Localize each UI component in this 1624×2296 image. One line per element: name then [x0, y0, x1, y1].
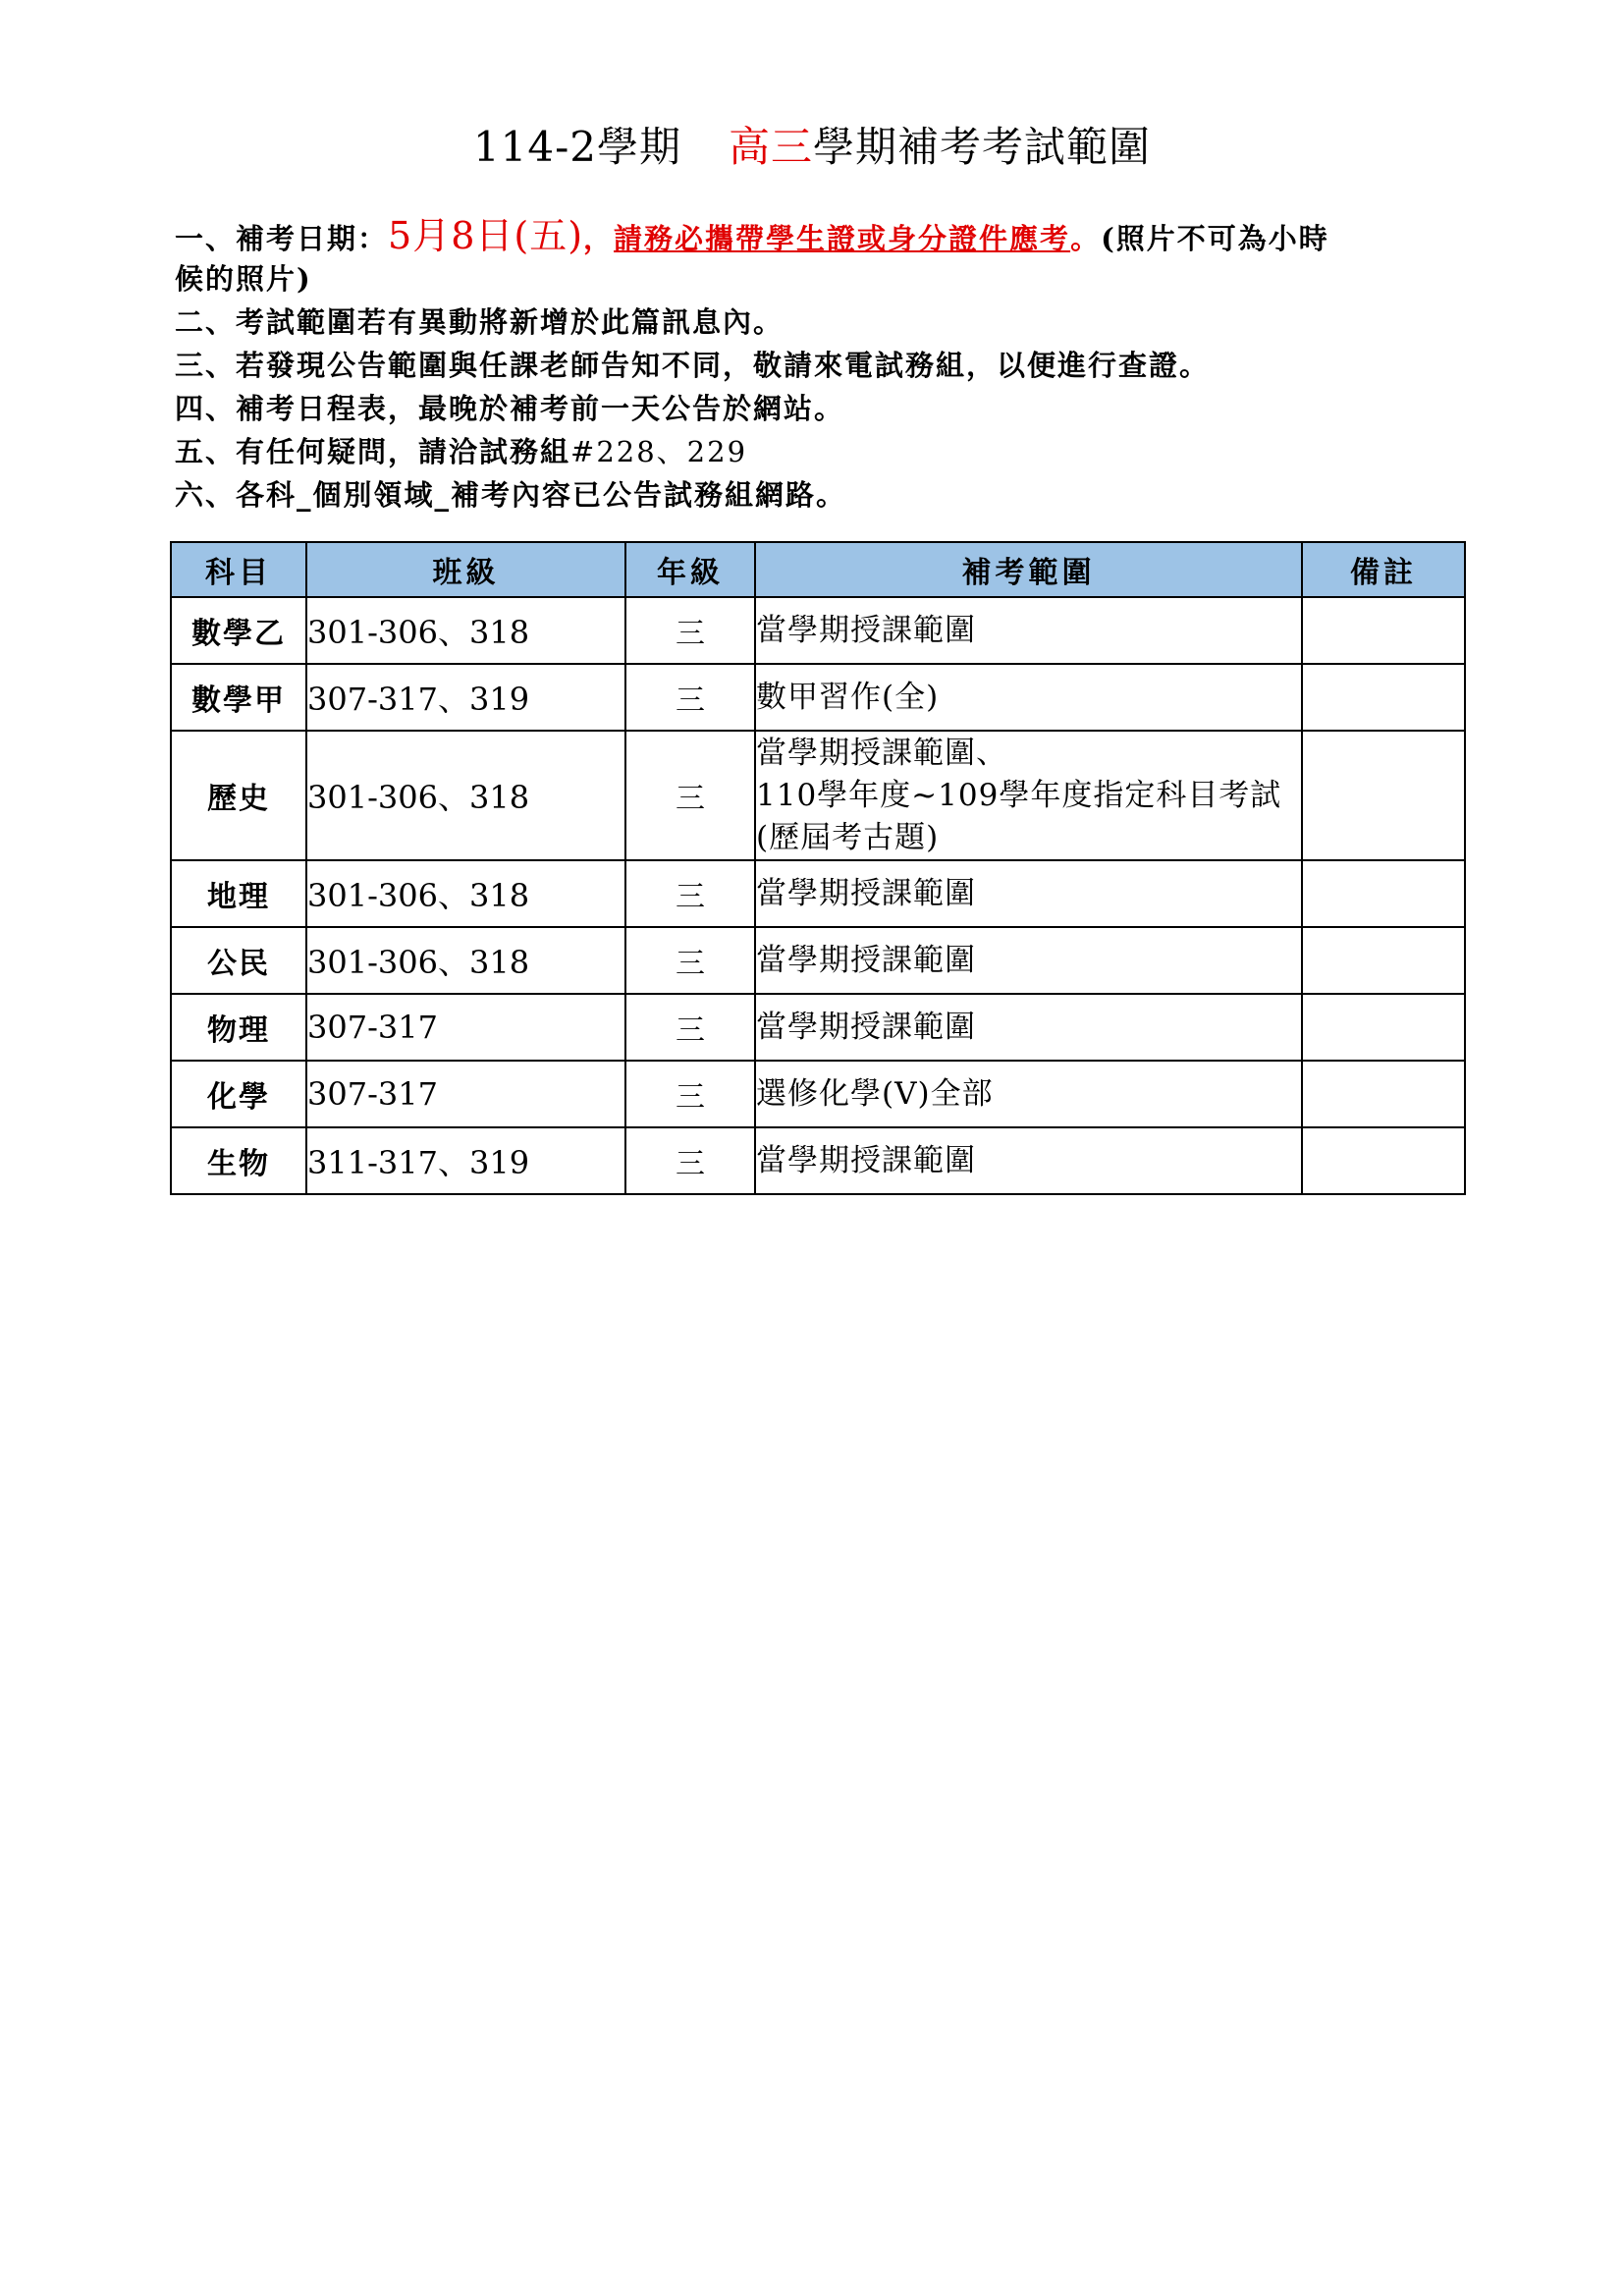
table-row	[171, 597, 1465, 664]
cell-subject: 歷史	[171, 731, 306, 860]
cell-remark	[1302, 860, 1465, 927]
scope-line: 當學期授課範圍	[756, 1009, 976, 1045]
header-classes: 班級	[306, 542, 625, 597]
document-title	[0, 120, 1624, 175]
cell-scope	[755, 1061, 1302, 1127]
note-1-paren-a: (照片不可為小時	[1101, 222, 1329, 255]
cell-scope	[755, 1127, 1302, 1194]
cell-grade: 三	[625, 664, 755, 731]
scope-line: 當學期授課範圍	[756, 942, 976, 978]
note-1-period: 。	[1070, 222, 1102, 255]
note-2: 二、考試範圍若有異動將新增於此篇訊息內。	[175, 305, 785, 339]
cell-classes: 301-306、318	[306, 860, 625, 927]
cell-classes: 301-306、318	[306, 597, 625, 664]
scope-line: 當學期授課範圍	[756, 612, 976, 648]
scope-line: (歷屆考古題)	[756, 819, 940, 855]
cell-grade: 三	[625, 860, 755, 927]
note-5-extension: #228、229	[570, 435, 748, 468]
cell-classes: 301-306、318	[306, 731, 625, 860]
note-3: 三、若發現公告範圍與任課老師告知不同，敬請來電試務組，以便進行查證。	[175, 349, 1211, 382]
cell-subject: 物理	[171, 994, 306, 1061]
cell-scope	[755, 860, 1302, 927]
cell-scope	[755, 664, 1302, 731]
cell-scope	[755, 597, 1302, 664]
cell-grade: 三	[625, 927, 755, 994]
cell-classes: 311-317、319	[306, 1127, 625, 1194]
cell-scope	[755, 731, 1302, 860]
cell-subject: 地理	[171, 860, 306, 927]
cell-scope	[755, 994, 1302, 1061]
cell-remark	[1302, 927, 1465, 994]
cell-subject: 公民	[171, 927, 306, 994]
scope-line: 110學年度~109學年度指定科目考試	[756, 777, 1282, 813]
cell-grade: 三	[625, 597, 755, 664]
header-grade: 年級	[625, 542, 755, 597]
title-grade-highlight: 高三	[729, 123, 814, 171]
note-1-paren-b: 候的照片)	[175, 262, 312, 296]
note-1-prefix: 一、補考日期：	[175, 222, 389, 255]
cell-classes: 307-317	[306, 1061, 625, 1127]
scope-line: 數甲習作(全)	[756, 679, 940, 715]
header-scope: 補考範圍	[755, 542, 1302, 597]
header-subject: 科目	[171, 542, 306, 597]
cell-subject: 數學乙	[171, 597, 306, 664]
cell-classes: 301-306、318	[306, 927, 625, 994]
scope-line: 當學期授課範圍	[756, 875, 976, 911]
notes-section	[175, 214, 1471, 517]
note-1-comma: ，	[583, 222, 615, 255]
cell-remark	[1302, 994, 1465, 1061]
cell-grade: 三	[625, 1127, 755, 1194]
table-row	[171, 1061, 1465, 1127]
note-6: 六、各科_個別領域_補考內容已公告試務組網路。	[175, 478, 847, 512]
note-5	[175, 430, 1471, 473]
cell-grade: 三	[625, 731, 755, 860]
table-row	[171, 994, 1465, 1061]
note-5-text: 五、有任何疑問，請洽試務組	[175, 435, 571, 468]
table-header-row	[171, 542, 1465, 597]
cell-remark	[1302, 1061, 1465, 1127]
cell-classes: 307-317	[306, 994, 625, 1061]
note-4: 四、補考日程表，最晚於補考前一天公告於網站。	[175, 392, 845, 425]
cell-scope	[755, 927, 1302, 994]
table-row	[171, 664, 1465, 731]
title-term: 114-2學期	[472, 123, 682, 171]
cell-grade: 三	[625, 994, 755, 1061]
table-row	[171, 860, 1465, 927]
cell-subject: 數學甲	[171, 664, 306, 731]
exam-date: 5月8日(五)	[388, 214, 584, 257]
scope-line: 當學期授課範圍、	[756, 735, 1007, 771]
table-row	[171, 1127, 1465, 1194]
cell-classes: 307-317、319	[306, 664, 625, 731]
id-warning: 請務必攜帶學生證或身分證件應考	[614, 222, 1071, 255]
cell-subject: 化學	[171, 1061, 306, 1127]
note-1-continued	[175, 257, 1471, 301]
cell-remark	[1302, 664, 1465, 731]
scope-line: 選修化學(V)全部	[756, 1075, 994, 1112]
table-row	[171, 731, 1465, 860]
scope-line: 當學期授課範圍	[756, 1142, 976, 1178]
cell-remark	[1302, 1127, 1465, 1194]
title-rest: 學期補考考試範圍	[813, 123, 1152, 171]
header-remark: 備註	[1302, 542, 1465, 597]
cell-remark	[1302, 731, 1465, 860]
cell-grade: 三	[625, 1061, 755, 1127]
note-1	[175, 214, 1471, 257]
cell-remark	[1302, 597, 1465, 664]
exam-range-table	[170, 541, 1466, 1195]
table-row	[171, 927, 1465, 994]
cell-subject: 生物	[171, 1127, 306, 1194]
